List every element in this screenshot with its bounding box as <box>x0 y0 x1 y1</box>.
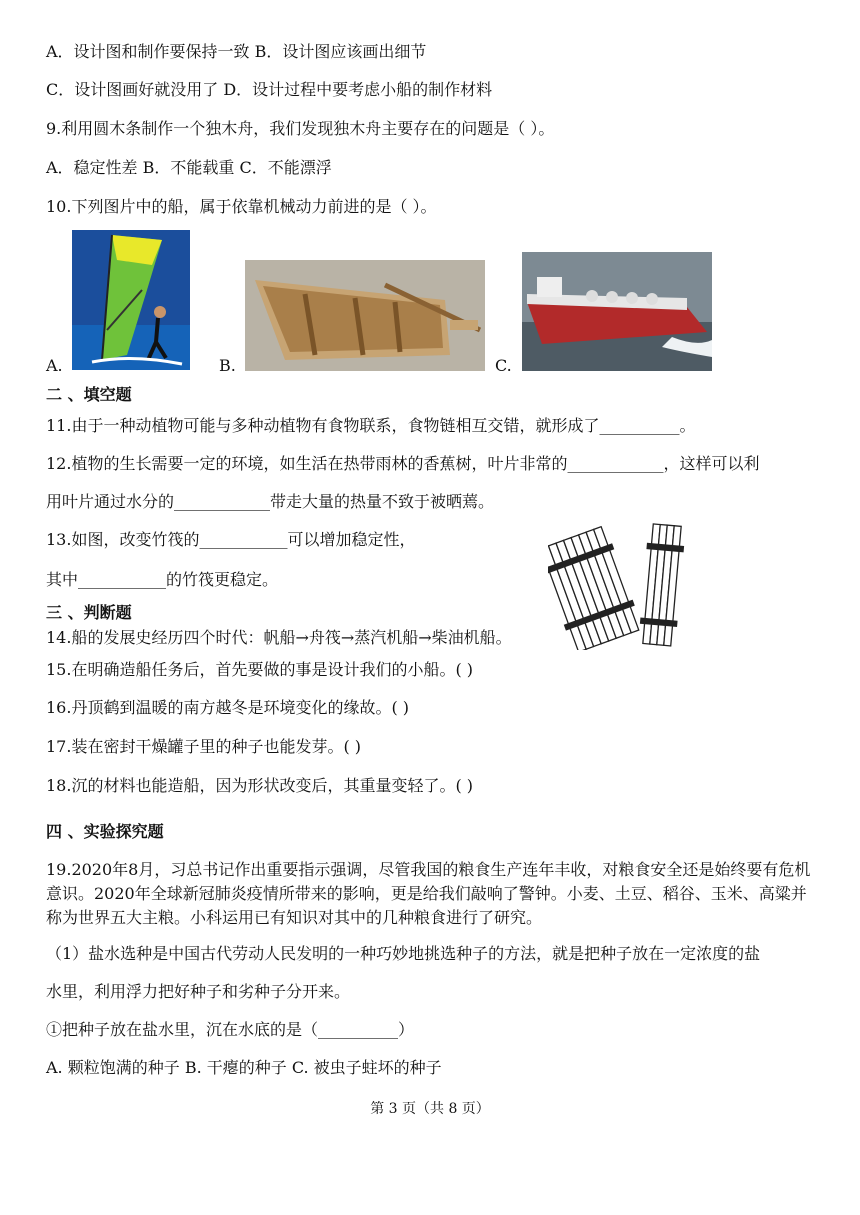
question-19-part-1-line-2: 水里，利用浮力把好种子和劣种子分开来。 <box>46 982 351 1001</box>
question-16: 16.丹顶鹤到温暖的南方越冬是环境变化的缘故。( ) <box>46 698 410 717</box>
page-footer: 第 3 页（共 8 页） <box>370 1101 490 1117</box>
question-19: 19.2020年8月，习总书记作出重要指示强调，尽管我国的粮食生产连年丰收，对粮食安全还是始终要有危机意识。2020年全球新冠肺炎疫情所带来的影响，更是给我们敲响了警钟。小麦、土豆、稻谷、玉米、高粱并称为世界五大主粮。小科运用已有知识对其中的几种粮食进行了研究。 <box>46 860 811 927</box>
question-12-line-2: 用叶片通过水分的____________带走大量的热量不致于被晒蔫。 <box>46 492 495 511</box>
section-3-heading: 三 、判断题 <box>46 603 132 622</box>
q10-option-c-label: C. <box>495 356 512 375</box>
q10-option-a-label: A. <box>46 356 63 375</box>
wooden-boat-image <box>245 260 485 371</box>
q8-options-ab: A．设计图和制作要保持一致 B．设计图应该画出细节 <box>46 42 427 61</box>
question-13-line-1: 13.如图，改变竹筏的___________可以增加稳定性， <box>46 530 416 549</box>
question-12-line-1: 12.植物的生长需要一定的环境，如生活在热带雨林的香蕉树，叶片非常的____________，这样可以利 <box>46 454 760 473</box>
q9-options: A．稳定性差 B．不能载重 C．不能漂浮 <box>46 158 332 177</box>
question-18: 18.沉的材料也能造船，因为形状改变后，其重量变轻了。( ) <box>46 776 474 795</box>
windsurf-boat-image <box>72 230 190 370</box>
section-4-heading: 四 、实验探究题 <box>46 822 164 841</box>
question-19-part-1-options: A. 颗粒饱满的种子 B. 干瘪的种子 C. 被虫子蛀坏的种子 <box>46 1058 442 1077</box>
question-19-part-1-line-1: （1）盐水选种是中国古代劳动人民发明的一种巧妙地挑选种子的方法，就是把种子放在一定浓度的盐 <box>46 944 761 963</box>
question-15: 15.在明确造船任务后，首先要做的事是设计我们的小船。( ) <box>46 660 474 679</box>
q8-options-cd: C．设计图画好就没用了 D．设计过程中要考虑小船的制作材料 <box>46 80 493 99</box>
question-9: 9.利用圆木条制作一个独木舟，我们发现独木舟主要存在的问题是（ ）。 <box>46 119 555 138</box>
question-11: 11.由于一种动植物可能与多种动植物有食物联系，食物链相互交错，就形成了__________。 <box>46 416 696 435</box>
question-14: 14.船的发展史经历四个时代：帆船→舟筏→蒸汽机船→柴油机船。 <box>46 628 512 647</box>
question-17: 17.装在密封干燥罐子里的种子也能发芽。( ) <box>46 737 362 756</box>
bamboo-raft-image <box>548 520 688 650</box>
question-13-line-2: 其中___________的竹筏更稳定。 <box>46 570 279 589</box>
motor-ship-image <box>522 252 712 371</box>
question-19-part-1-question: ①把种子放在盐水里，沉在水底的是（__________） <box>46 1020 415 1039</box>
section-2-heading: 二 、填空题 <box>46 385 132 404</box>
question-10: 10.下列图片中的船，属于依靠机械动力前进的是（ ）。 <box>46 197 437 216</box>
q10-option-b-label: B. <box>219 356 236 375</box>
